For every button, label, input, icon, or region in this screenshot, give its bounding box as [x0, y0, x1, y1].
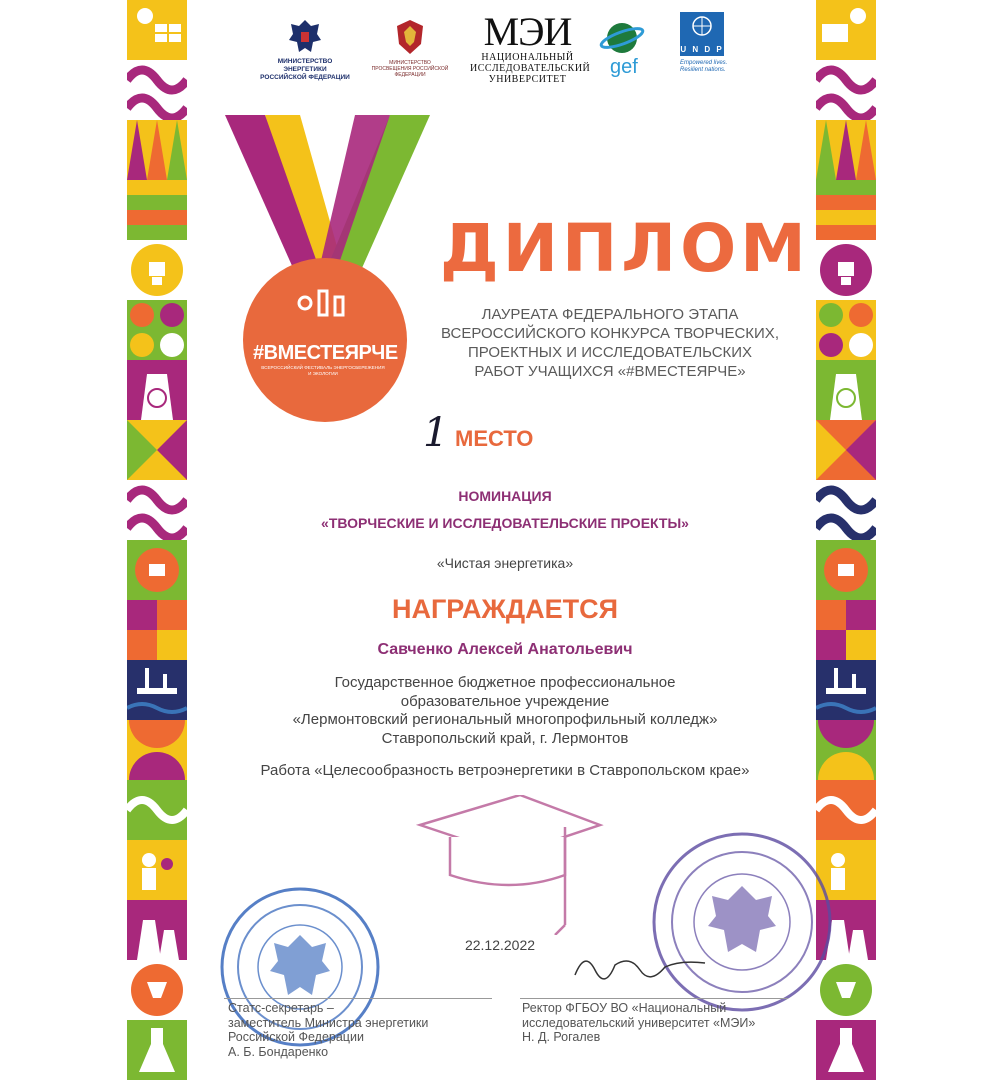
border-tile-factory — [127, 900, 187, 960]
undp-letters: U N D P — [680, 45, 724, 54]
right-signatory-line-1: Ректор ФГБОУ ВО «Национальный — [522, 1001, 727, 1015]
border-tile-circles — [816, 300, 876, 360]
border-tile-stripes — [816, 180, 876, 240]
gef-logo — [598, 12, 658, 79]
medal-subtitle-2: И ЭКОЛОГИИ — [308, 371, 338, 376]
place-label: МЕСТО — [455, 426, 534, 451]
medal-disc — [243, 258, 407, 422]
minenergy-logo — [260, 12, 350, 82]
institution-line-4: Ставропольский край, г. Лермонтов — [381, 729, 629, 747]
russian-eagle-emblem-icon — [287, 16, 323, 56]
border-tile-waves — [127, 60, 187, 120]
right-signatory-line-3: Н. Д. Рогалев — [522, 1030, 601, 1044]
medal-title: #ВМЕСТЕЯРЧЕ — [253, 342, 398, 364]
border-tile-triangles — [816, 120, 876, 180]
nomination-label: НОМИНАЦИЯ — [458, 488, 552, 504]
border-tile-lamp — [127, 960, 187, 1020]
diploma-subtitle — [400, 305, 820, 381]
diploma-title: ДИПЛОМ — [440, 210, 810, 287]
border-tile-oil-rig — [127, 660, 187, 720]
left-decorative-border — [127, 0, 187, 1080]
mpei-subtitle-3: УНИВЕРСИТЕТ — [488, 74, 567, 85]
subtitle-line-3: ПРОЕКТНЫХ И ИССЛЕДОВАТЕЛЬСКИХ — [467, 344, 753, 361]
border-tile-solar-panel — [127, 0, 187, 60]
border-tile-waves-purple — [127, 480, 187, 540]
undp-tagline-2: Resilient nations. — [680, 67, 726, 73]
left-signatory-line-4: А. Б. Бондаренко — [228, 1044, 329, 1059]
border-tile-lightbulb — [816, 240, 876, 300]
festival-medal — [225, 115, 430, 430]
border-tile-lightbulb — [127, 240, 187, 300]
institution-line-1: Государственное бюджетное профессиональное — [334, 674, 676, 691]
subtitle-line-2: ВСЕРОССИЙСКОГО КОНКУРСА ТВОРЧЕСКИХ, — [441, 325, 779, 342]
border-tile-stripes — [127, 180, 187, 240]
left-signatory-line-3: Российской Федерации — [228, 1030, 364, 1044]
subtitle-line-1: ЛАУРЕАТА ФЕДЕРАЛЬНОГО ЭТАПА — [481, 306, 739, 323]
institution-line-3: «Лермонтовский региональный многопрофильный колледж» — [292, 711, 718, 728]
border-tile-waves-navy — [816, 480, 876, 540]
border-tile-rays — [816, 540, 876, 600]
right-signatory — [522, 1001, 822, 1045]
undp-logo — [680, 12, 730, 74]
gef-text: gef — [610, 56, 638, 78]
border-tile-circles — [127, 300, 187, 360]
border-tile-half-circles — [127, 720, 187, 780]
undp-tagline — [680, 60, 740, 74]
institution-line-2: образовательное учреждение — [400, 692, 610, 710]
mpei-subtitle-2: ИССЛЕДОВАТЕЛЬСКИЙ — [470, 63, 591, 74]
eagle-crest-emblem-icon — [393, 18, 427, 58]
partner-logos — [260, 9, 730, 92]
border-tile-dots — [127, 420, 187, 480]
border-tile-rays — [127, 540, 187, 600]
border-tile-solar-panel — [816, 0, 876, 60]
left-signature-line — [224, 998, 492, 999]
border-tile-blocks — [127, 600, 187, 660]
right-signature-line — [520, 998, 788, 999]
medal-subtitle — [253, 365, 393, 377]
border-tile-flask — [816, 1020, 876, 1080]
right-signatory-line-2: исследовательский университет «МЭИ» — [522, 1015, 756, 1030]
institution — [240, 674, 770, 748]
undp-tagline-1: Empowered lives. — [680, 60, 728, 66]
border-tile-nuclear-plant — [127, 360, 187, 420]
un-emblem-icon — [680, 12, 724, 40]
border-tile-waves — [816, 60, 876, 120]
border-tile-wave-green — [127, 780, 187, 840]
medal-subtitle-1: ВСЕРОССИЙСКИЙ ФЕСТИВАЛЬ ЭНЕРГОСБЕРЕЖЕНИЯ — [261, 365, 385, 370]
nomination-name: «ТВОРЧЕСКИЕ И ИССЛЕДОВАТЕЛЬСКИЕ ПРОЕКТЫ» — [321, 515, 689, 531]
university-stamp-icon — [650, 830, 835, 1015]
graduation-cap-icon — [415, 795, 605, 935]
border-tile-triangles — [127, 120, 187, 180]
minpros-caption: МИНИСТЕРСТВО ПРОСВЕЩЕНИЯ РОССИЙСКОЙ ФЕДЕРАЦИИ — [371, 60, 449, 78]
work-title: Работа «Целесообразность ветроэнергетики в Ставропольском крае» — [260, 762, 750, 779]
place-number: 1 — [423, 410, 449, 456]
undp-box — [680, 12, 724, 56]
minenergy-caption: МИНИСТЕРСТВО ЭНЕРГЕТИКИ РОССИЙСКОЙ ФЕДЕРАЦИИ — [260, 58, 350, 81]
left-signatory — [228, 1001, 498, 1059]
recipient-name: Савченко Алексей Анатольевич — [377, 641, 633, 658]
issue-date: 22.12.2022 — [464, 937, 536, 953]
category: «Чистая энергетика» — [436, 555, 574, 571]
border-tile-half-circles — [816, 720, 876, 780]
left-signatory-line-1: Статс-секретарь – — [228, 1001, 334, 1015]
mpei-title: МЭИ — [483, 9, 572, 54]
mpei-subtitle-1: НАЦИОНАЛЬНЫЙ — [481, 52, 574, 63]
rector-handwritten-signature-icon — [570, 945, 710, 985]
minpros-logo — [370, 12, 450, 78]
border-tile-oil-rig — [816, 660, 876, 720]
subtitle-line-4: РАБОТ УЧАЩИХСЯ «#ВМЕСТЕЯРЧЕ» — [474, 363, 746, 380]
awarded-heading: НАГРАЖДАЕТСЯ — [392, 594, 618, 624]
left-signatory-line-2: заместитель Министра энергетики — [228, 1015, 429, 1030]
border-tile-nuclear-plant — [816, 360, 876, 420]
border-tile-flask — [127, 1020, 187, 1080]
border-tile-people — [127, 840, 187, 900]
border-tile-dots — [816, 420, 876, 480]
mpei-logo — [470, 9, 591, 85]
border-tile-blocks — [816, 600, 876, 660]
